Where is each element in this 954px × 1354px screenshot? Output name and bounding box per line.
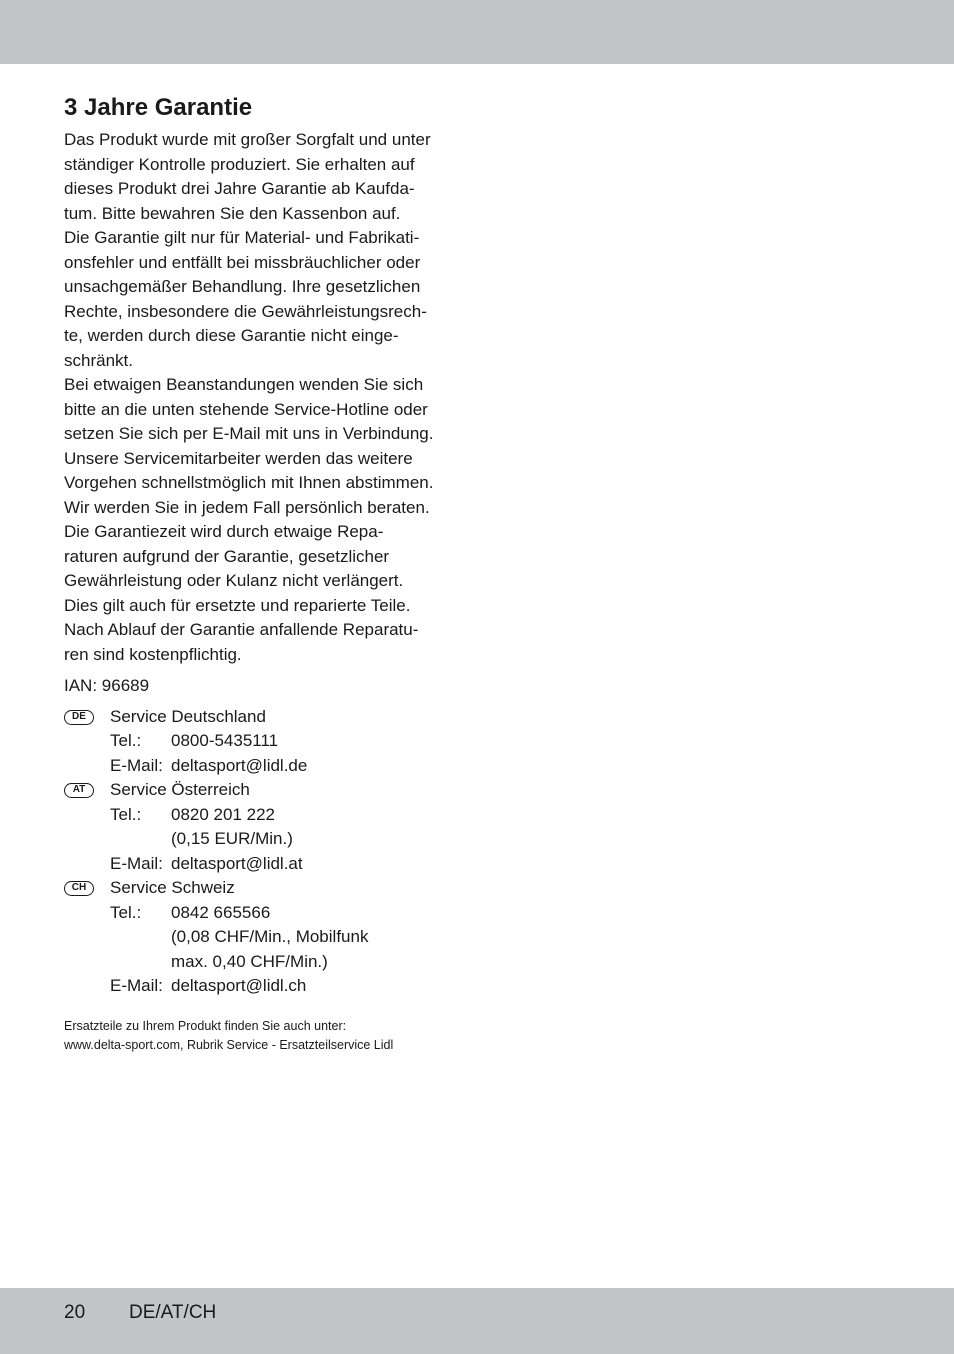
email-address: deltasport@lidl.de: [171, 755, 308, 775]
body-line: te, werden durch diese Garantie nicht einge-: [64, 326, 399, 345]
header-band: [0, 0, 954, 64]
phone-row: [64, 729, 464, 754]
email-row: [64, 852, 464, 877]
email-label: E-Mail:: [110, 853, 163, 873]
body-line: raturen aufgrund der Garantie, gesetzlicher: [64, 546, 390, 566]
service-contacts: [64, 705, 464, 999]
country-badge-icon: DE: [64, 710, 94, 725]
body-line: Dies gilt auch für ersetzte und reparierte Teile.: [64, 595, 411, 615]
body-line: tum. Bitte bewahren Sie den Kassenbon auf.: [64, 203, 401, 223]
phone-row: [64, 803, 464, 828]
body-line: onsfehler und entfällt bei missbräuchlicher oder: [64, 252, 421, 272]
country-badge-icon: AT: [64, 783, 94, 798]
ian-number: IAN: 96689: [64, 676, 150, 695]
page-title: 3 Jahre Garantie: [64, 94, 253, 121]
service-name-row: [64, 876, 464, 901]
phone-rate: max. 0,40 CHF/Min.): [171, 951, 328, 971]
service-name: Service Österreich: [110, 780, 250, 799]
body-line: Gewährleistung oder Kulanz nicht verlängert.: [64, 571, 404, 590]
service-name-row: [64, 778, 464, 803]
footnote-line: Ersatzteile zu Ihrem Produkt finden Sie auch unter:: [64, 1018, 347, 1033]
phone-label: Tel.:: [110, 804, 142, 824]
body-line: unsachgemäßer Behandlung. Ihre gesetzlichen: [64, 277, 421, 296]
body-line: setzen Sie sich per E-Mail mit uns in Verbindung.: [64, 424, 434, 443]
body-line: bitte an die unten stehende Service-Hotline oder: [64, 399, 428, 419]
phone-rate: (0,15 EUR/Min.): [171, 829, 293, 848]
phone-label: Tel.:: [110, 731, 142, 750]
phone-number: 0820 201 222: [171, 804, 275, 824]
email-row: [64, 754, 464, 779]
phone-rate-row: [64, 827, 464, 852]
body-line: schränkt.: [64, 350, 133, 370]
body-line: Die Garantiezeit wird durch etwaige Repa-: [64, 522, 384, 541]
phone-label: Tel.:: [110, 902, 142, 922]
email-row: [64, 974, 464, 999]
body-line: Vorgehen schnellstmöglich mit Ihnen abstimmen.: [64, 473, 434, 492]
body-line: Nach Ablauf der Garantie anfallende Reparatu-: [64, 620, 419, 639]
body-line: ren sind kostenpflichtig.: [64, 644, 242, 664]
phone-rate-row: [64, 925, 464, 950]
email-label: E-Mail:: [110, 976, 163, 995]
body-line: Wir werden Sie in jedem Fall persönlich beraten.: [64, 497, 430, 517]
service-name: Service Deutschland: [110, 706, 266, 726]
service-name-row: [64, 705, 464, 730]
phone-number: 0800-5435111: [171, 731, 279, 750]
email-address: deltasport@lidl.ch: [171, 976, 307, 995]
body-line: Rechte, insbesondere die Gewährleistungsrech-: [64, 301, 427, 321]
page-number: 20: [64, 1302, 86, 1323]
email-label: E-Mail:: [110, 755, 163, 775]
body-line: Unsere Servicemitarbeiter werden das weitere: [64, 448, 413, 468]
phone-row: [64, 901, 464, 926]
footnote-line: www.delta-sport.com, Rubrik Service - Ersatzteilservice Lidl: [64, 1037, 394, 1052]
phone-number: 0842 665566: [171, 902, 271, 922]
body-line: Bei etwaigen Beanstandungen wenden Sie sich: [64, 375, 424, 394]
warranty-body-text: [64, 128, 464, 667]
body-line: dieses Produkt drei Jahre Garantie ab Kaufda-: [64, 179, 415, 198]
country-badge-icon: CH: [64, 881, 94, 896]
body-line: ständiger Kontrolle produziert. Sie erhalten auf: [64, 154, 415, 174]
warranty-section: [64, 92, 464, 1055]
phone-rate-row: [64, 950, 464, 975]
service-name: Service Schweiz: [110, 878, 235, 897]
body-line: Das Produkt wurde mit großer Sorgfalt und unter: [64, 130, 431, 149]
phone-rate: (0,08 CHF/Min., Mobilfunk: [171, 927, 369, 946]
body-line: Die Garantie gilt nur für Material- und Fabrikati-: [64, 228, 420, 247]
page-region-label: DE/AT/CH: [129, 1302, 217, 1323]
email-address: deltasport@lidl.at: [171, 853, 303, 873]
spare-parts-note: [64, 1017, 464, 1055]
